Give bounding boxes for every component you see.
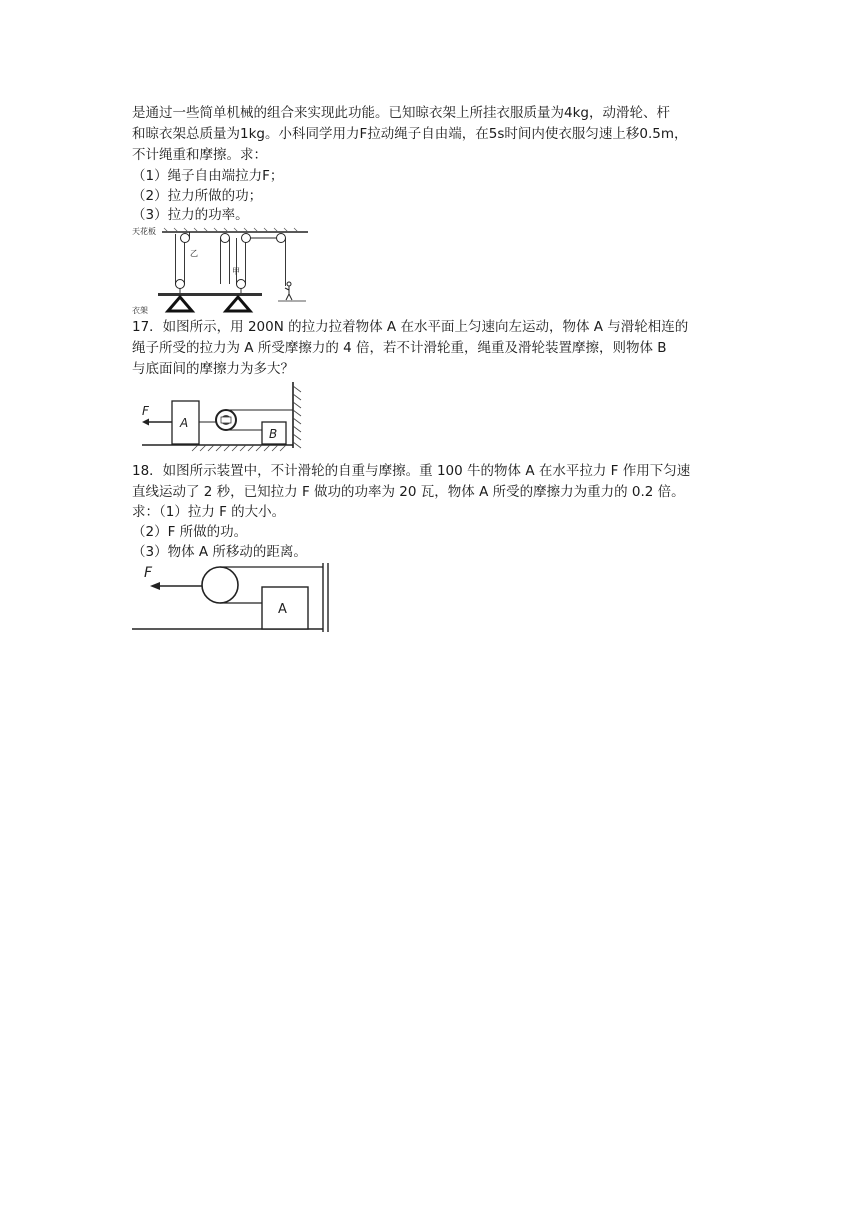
fixed-pulley-2 [221,234,230,243]
q17-line-1: 17．如图所示，用 200N 的拉力拉着物体 A 在水平面上匀速向左运动，物体 A 与滑轮相连的 [132,319,689,335]
q17-block-pulley-figure [136,380,311,458]
q16-line-4: （1）绳子自由端拉力F； [132,168,284,184]
q16-line-6: （3）拉力的功率。 [132,207,249,223]
block-a-label: A [278,602,287,617]
movable-pulley-1 [176,280,185,289]
q18-line-5: （3）物体 A 所移动的距离。 [132,544,307,560]
rack-label: 衣架 [132,306,148,315]
q18-line-3: 求：（1）拉力 F 的大小。 [132,504,286,520]
q16-line-5: （2）拉力所做的功； [132,188,263,204]
pulley-label-jia: 甲 [232,267,240,276]
pulley [202,567,238,603]
q18-line-1: 18．如图所示装置中，不计滑轮的自重与摩擦。重 100 牛的物体 A 在水平拉力 F 作用下匀速 [132,463,691,479]
rack-support-left [168,297,192,311]
fixed-pulley-4 [277,234,286,243]
person-pulling [285,282,292,300]
rack-support-right [226,297,250,311]
movable-pulley-2 [237,280,246,289]
q18-line-4: （2）F 所做的功。 [132,524,248,540]
q18-pulley-block-figure [130,560,335,636]
block-a-label: A [180,416,189,430]
force-label: F [142,404,149,418]
fixed-pulley-1 [181,234,190,243]
ground-hatching [192,445,286,451]
q16-pulley-rack-figure [128,224,313,316]
fixed-pulley-3 [242,234,251,243]
q17-line-3: 与底面间的摩擦力为多大？ [132,361,294,377]
force-label: F [144,565,153,581]
rack-bar [158,293,262,296]
pulley-label-yi: 乙 [190,249,198,258]
wall-hatching [293,386,301,448]
ceiling-label: 天花板 [132,227,156,236]
q16-line-2: 和晾衣架总质量为1kg。小科同学用力F拉动绳子自由端，在5s时间内使衣服匀速上移0.5m， [132,126,688,142]
q18-line-2: 直线运动了 2 秒，已知拉力 F 做功的功率为 20 瓦，物体 A 所受的摩擦力为重力的 0.2 倍。 [132,484,685,500]
q17-line-2: 绳子所受的拉力为 A 所受摩擦力的 4 倍，若不计滑轮重，绳重及滑轮装置摩擦，则物体 B [132,340,667,356]
block-b-label: B [269,427,278,441]
q16-line-3: 不计绳重和摩擦。求： [132,147,267,163]
q16-line-1: 是通过一些简单机械的组合来实现此功能。已知晾衣架上所挂衣服质量为4kg，动滑轮、杆 [132,105,670,121]
